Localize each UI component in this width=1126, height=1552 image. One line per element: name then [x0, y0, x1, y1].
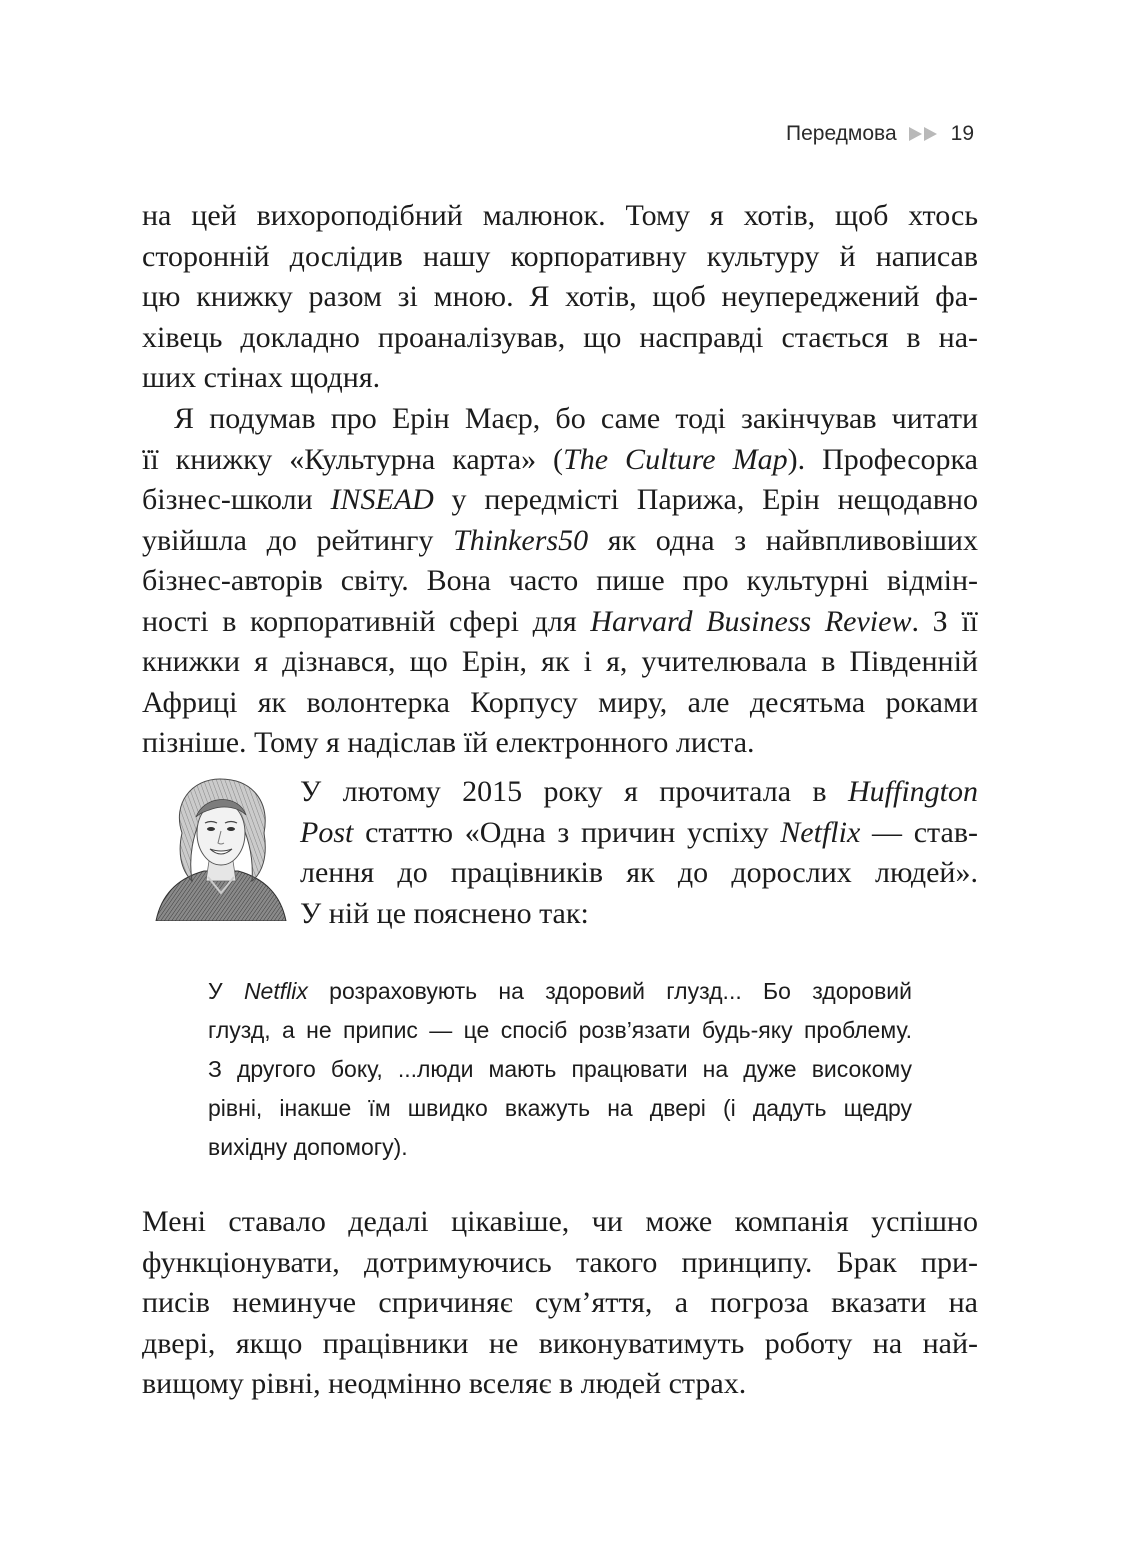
portrait-image: [154, 773, 288, 921]
page-number: 19: [950, 122, 974, 145]
double-arrow-icon: [909, 126, 939, 142]
running-header: [786, 122, 974, 146]
paragraph-2: Я подумав про Ерін Маєр, бо саме тоді закінчував читати її книжку «Культурна карта» (The Culture Map). Професорка бізнес-школи INSEAD у передмісті Парижа, Ерін нещодавно увійшла до рейтингу Thinkers50 як одна з найвпливовіших бізнес-авторів світу. Вона часто пише про культурні відмін- ності в корпоративній сфері для Harvard Business Review. З її книжки я дізнався, що Ерін, як і я, учителювала в Південній Африці як волонтерка Корпусу миру, але десятьма роками пізніше. Тому я надіслав їй електронного листа.: [142, 402, 979, 759]
section-title: Передмова: [786, 122, 897, 145]
block-quote: У Netflix розраховують на здоровий глузд... Бо здоровий глузд, а не припис — це спосіб розв’язати будь-яку проблему. З другого боку, ...люди мають працювати на дуже високому рівні, інакше їм швидко вкажуть на двері (і дадуть щедру вихідну допомогу).: [208, 978, 912, 1160]
paragraph-4: Мені ставало дедалі цікавіше, чи може компанія успішно функціонувати, дотримуючись такого принципу. Брак при- писів неминуче спричиняє сум’яття, а погроза вказати на двері, якщо працівники не виконуватимуть роботу на най- вищому рівні, неодмінно вселяє в людей страх.: [142, 1205, 978, 1400]
quote-intro: У лютому 2015 року я прочитала в Huffington Post статтю «Одна з причин успіху Netflix — став- лення до працівників як до дорослих людей». У ній це пояснено так:: [300, 775, 978, 930]
paragraph-1: на цей вихороподібний малюнок. Тому я хотів, щоб хтось сторонній дослідив нашу корпоративну культуру й написав цю книжку разом зі мною. Я хотів, щоб неупереджений фа- хівець докладно проаналізував, що насправді стається в на- ших стінах щодня.: [142, 199, 978, 394]
